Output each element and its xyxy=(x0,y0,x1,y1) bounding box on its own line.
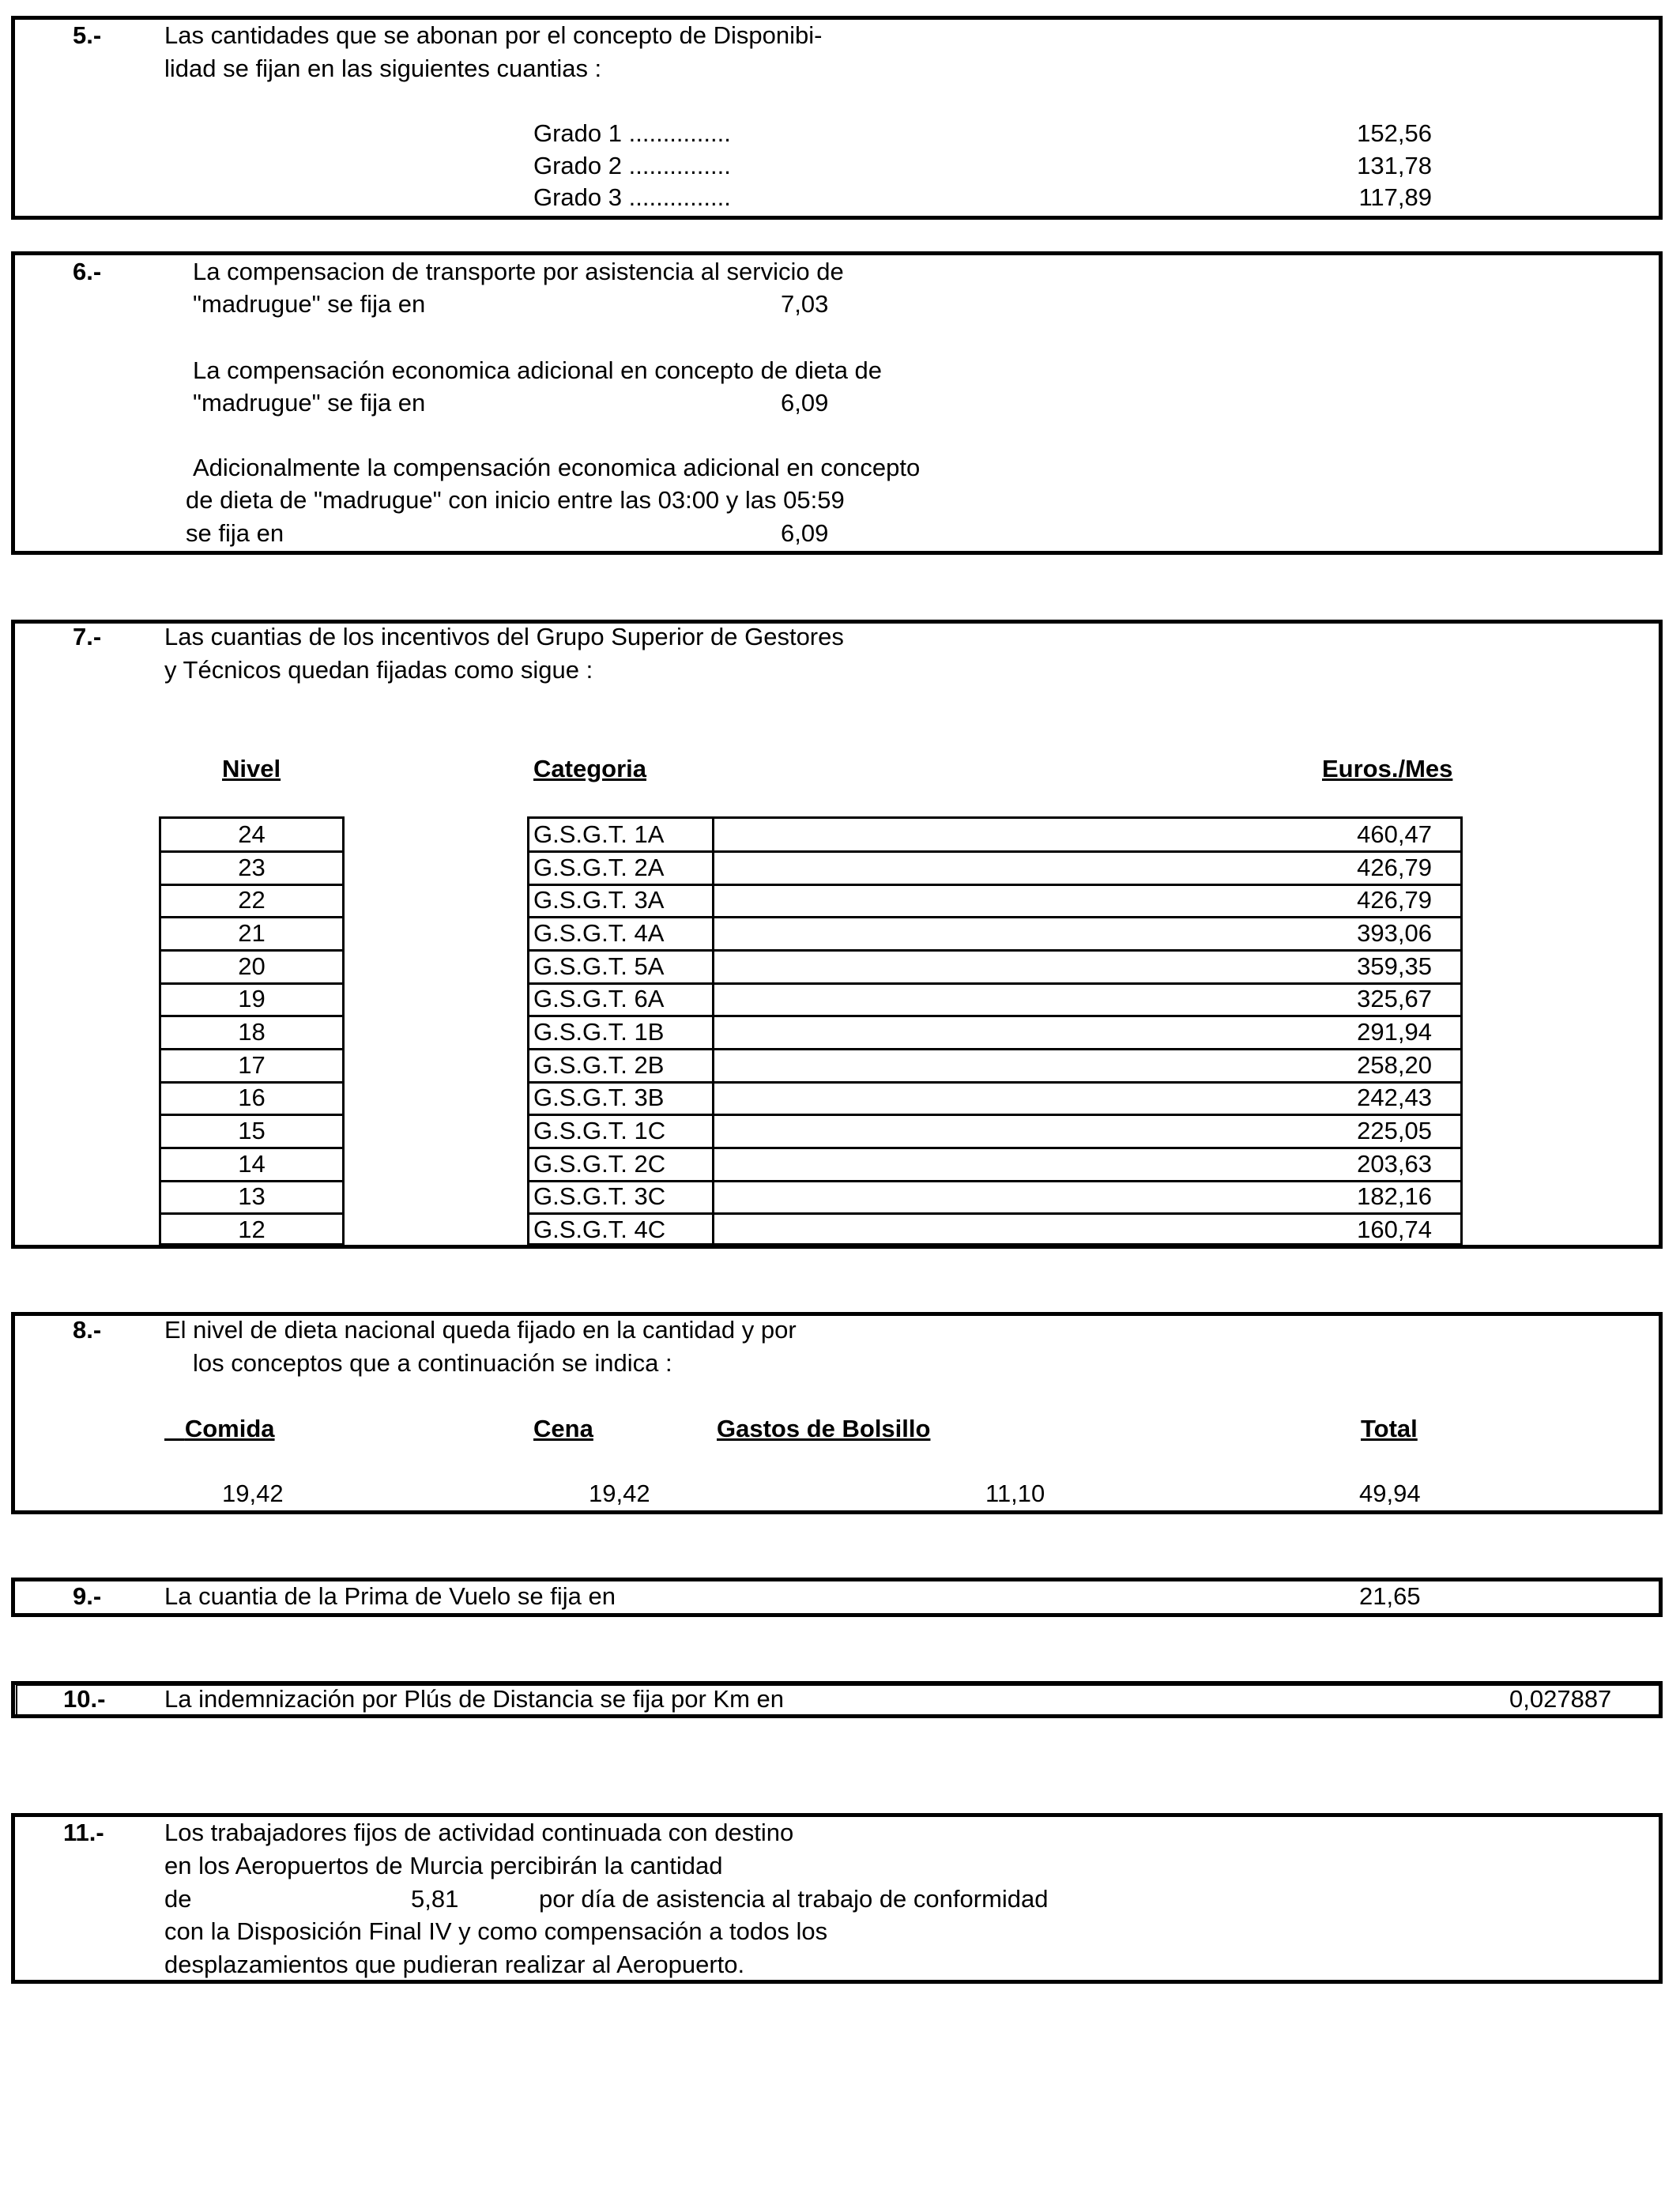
section-11-number: 11.- xyxy=(63,1819,104,1846)
section-8-line-1: El nivel de dieta nacional queda fijado en la cantidad y por xyxy=(164,1316,797,1344)
categoria-cell: G.S.G.T. 1B xyxy=(533,1017,665,1046)
table-row-divider xyxy=(527,949,1463,952)
section-11-line-1: Los trabajadores fijos de actividad continuada con destino xyxy=(164,1819,794,1846)
nivel-header: Nivel xyxy=(222,755,281,782)
section-5-line-1: Las cantidades que se abonan por el concepto de Disponibi- xyxy=(164,21,823,49)
categoria-header: Categoria xyxy=(533,755,646,782)
euros-cell: 426,79 xyxy=(1357,853,1432,881)
total-header: Total xyxy=(1361,1415,1418,1442)
additional-line-2: de dieta de "madrugue" con inicio entre las 03:00 y las 05:59 xyxy=(186,486,845,514)
table-row-divider xyxy=(159,850,345,853)
categoria-cell: G.S.G.T. 3C xyxy=(533,1182,666,1211)
gastos-header: Gastos de Bolsillo xyxy=(717,1415,931,1442)
gastos-value: 11,10 xyxy=(985,1480,1045,1507)
nivel-cell: 23 xyxy=(238,853,266,881)
grade-1-label: Grado 1 ............... xyxy=(533,119,731,147)
euros-cell: 325,67 xyxy=(1357,985,1432,1013)
nivel-cell: 18 xyxy=(238,1017,266,1046)
comida-header-label: Comida xyxy=(184,1415,275,1442)
table-row-divider xyxy=(527,1048,1463,1050)
section-11-value: 5,81 xyxy=(411,1885,459,1913)
categoria-cell: G.S.G.T. 4C xyxy=(533,1215,666,1243)
diet-line-1: La compensación economica adicional en concepto de dieta de xyxy=(193,356,883,384)
nivel-cell: 19 xyxy=(238,985,266,1013)
categoria-cell: G.S.G.T. 2C xyxy=(533,1149,666,1178)
table-row-divider xyxy=(159,949,345,952)
section-8-line-2: los conceptos que a continuación se indica : xyxy=(193,1349,672,1377)
euros-cell: 225,05 xyxy=(1357,1116,1432,1144)
nivel-cell: 13 xyxy=(238,1182,266,1211)
diet-value: 6,09 xyxy=(781,389,829,417)
cena-value: 19,42 xyxy=(589,1480,650,1507)
table-row-divider xyxy=(159,1147,345,1149)
nivel-cell: 15 xyxy=(238,1116,266,1144)
categoria-cell: G.S.G.T. 6A xyxy=(533,985,665,1013)
categoria-cell: G.S.G.T. 4A xyxy=(533,918,665,947)
table-row-divider xyxy=(527,1180,1463,1182)
euros-cell: 393,06 xyxy=(1357,918,1432,947)
nivel-cell: 20 xyxy=(238,952,266,980)
table-row-divider xyxy=(527,1114,1463,1116)
section-8-number: 8.- xyxy=(73,1316,102,1344)
nivel-cell: 12 xyxy=(238,1215,266,1243)
table-row-divider xyxy=(159,1015,345,1017)
section-10-text: La indemnización por Plús de Distancia se fija por Km en xyxy=(164,1685,785,1713)
transport-line-1: La compensacion de transporte por asistencia al servicio de xyxy=(193,258,844,285)
categoria-cell: G.S.G.T. 2A xyxy=(533,853,665,881)
section-9-number: 9.- xyxy=(73,1582,102,1610)
table-row-divider xyxy=(527,884,1463,886)
euros-cell: 182,16 xyxy=(1357,1182,1432,1211)
euros-cell: 242,43 xyxy=(1357,1084,1432,1112)
section-5-number: 5.- xyxy=(73,21,102,49)
table-row-divider xyxy=(527,850,1463,853)
table-row-divider xyxy=(527,1147,1463,1149)
nivel-cell: 14 xyxy=(238,1149,266,1178)
comida-header xyxy=(164,1416,275,1441)
section-5-line-2: lidad se fijan en las siguientes cuantias : xyxy=(164,55,602,82)
table-row-divider xyxy=(527,1212,1463,1215)
total-value: 49,94 xyxy=(1359,1480,1421,1507)
section-11-line-4: con la Disposición Final IV y como compensación a todos los xyxy=(164,1917,828,1945)
categoria-cell: G.S.G.T. 3A xyxy=(533,886,665,914)
table-row-divider xyxy=(159,916,345,918)
nivel-cell: 16 xyxy=(238,1084,266,1112)
euros-cell: 203,63 xyxy=(1357,1149,1432,1178)
section-9-text: La cuantia de la Prima de Vuelo se fija en xyxy=(164,1582,616,1610)
table-row-divider xyxy=(527,1081,1463,1084)
table-row-divider xyxy=(159,1048,345,1050)
transport-value: 7,03 xyxy=(781,290,829,318)
euros-cell: 460,47 xyxy=(1357,820,1432,848)
nivel-cell: 24 xyxy=(238,820,266,848)
euros-header: Euros./Mes xyxy=(1322,755,1453,782)
grade-2-label: Grado 2 ............... xyxy=(533,152,731,179)
section-11-line-5: desplazamientos que pudieran realizar al Aeropuerto. xyxy=(164,1951,745,1978)
section-9-value: 21,65 xyxy=(1359,1582,1421,1610)
categoria-cell: G.S.G.T. 1C xyxy=(533,1116,666,1144)
grade-2-value: 131,78 xyxy=(1357,152,1432,179)
section-10-value: 0,027887 xyxy=(1509,1685,1612,1713)
euros-cell: 258,20 xyxy=(1357,1050,1432,1079)
additional-line-1: Adicionalmente la compensación economica adicional en concepto xyxy=(193,454,921,481)
categoria-cell: G.S.G.T. 1A xyxy=(533,820,665,848)
comida-value: 19,42 xyxy=(222,1480,284,1507)
nivel-cell: 17 xyxy=(238,1050,266,1079)
categoria-cell: G.S.G.T. 3B xyxy=(533,1084,665,1112)
section-11-line-3b: por día de asistencia al trabajo de conformidad xyxy=(539,1885,1049,1913)
table-row-divider xyxy=(159,1114,345,1116)
euros-cell: 426,79 xyxy=(1357,886,1432,914)
transport-line-2: "madrugue" se fija en xyxy=(193,290,426,318)
euros-cell: 160,74 xyxy=(1357,1215,1432,1243)
grade-1-value: 152,56 xyxy=(1357,119,1432,147)
nivel-cell: 22 xyxy=(238,886,266,914)
euros-cell: 359,35 xyxy=(1357,952,1432,980)
section-11-line-2: en los Aeropuertos de Murcia percibirán la cantidad xyxy=(164,1852,723,1879)
nivel-cell: 21 xyxy=(238,918,266,947)
table-row-divider xyxy=(159,1212,345,1215)
section-11-line-3a: de xyxy=(164,1885,192,1913)
table-row-divider xyxy=(527,1015,1463,1017)
section-7-line-1: Las cuantias de los incentivos del Grupo Superior de Gestores xyxy=(164,623,844,650)
table-row-divider xyxy=(527,916,1463,918)
grade-3-value: 117,89 xyxy=(1358,183,1432,211)
section-7-line-2: y Técnicos quedan fijadas como sigue : xyxy=(164,656,593,684)
additional-value: 6,09 xyxy=(781,519,829,547)
grade-3-label: Grado 3 ............... xyxy=(533,183,731,211)
section-10-number: 10.- xyxy=(63,1685,106,1713)
table-row-divider xyxy=(527,982,1463,985)
section-6-number: 6.- xyxy=(73,258,102,285)
categoria-cell: G.S.G.T. 5A xyxy=(533,952,665,980)
section-7-number: 7.- xyxy=(73,623,102,650)
cena-header: Cena xyxy=(533,1415,593,1442)
euros-cell: 291,94 xyxy=(1357,1017,1432,1046)
additional-line-3: se fija en xyxy=(186,519,284,547)
diet-line-2: "madrugue" se fija en xyxy=(193,389,426,417)
categoria-cell: G.S.G.T. 2B xyxy=(533,1050,665,1079)
